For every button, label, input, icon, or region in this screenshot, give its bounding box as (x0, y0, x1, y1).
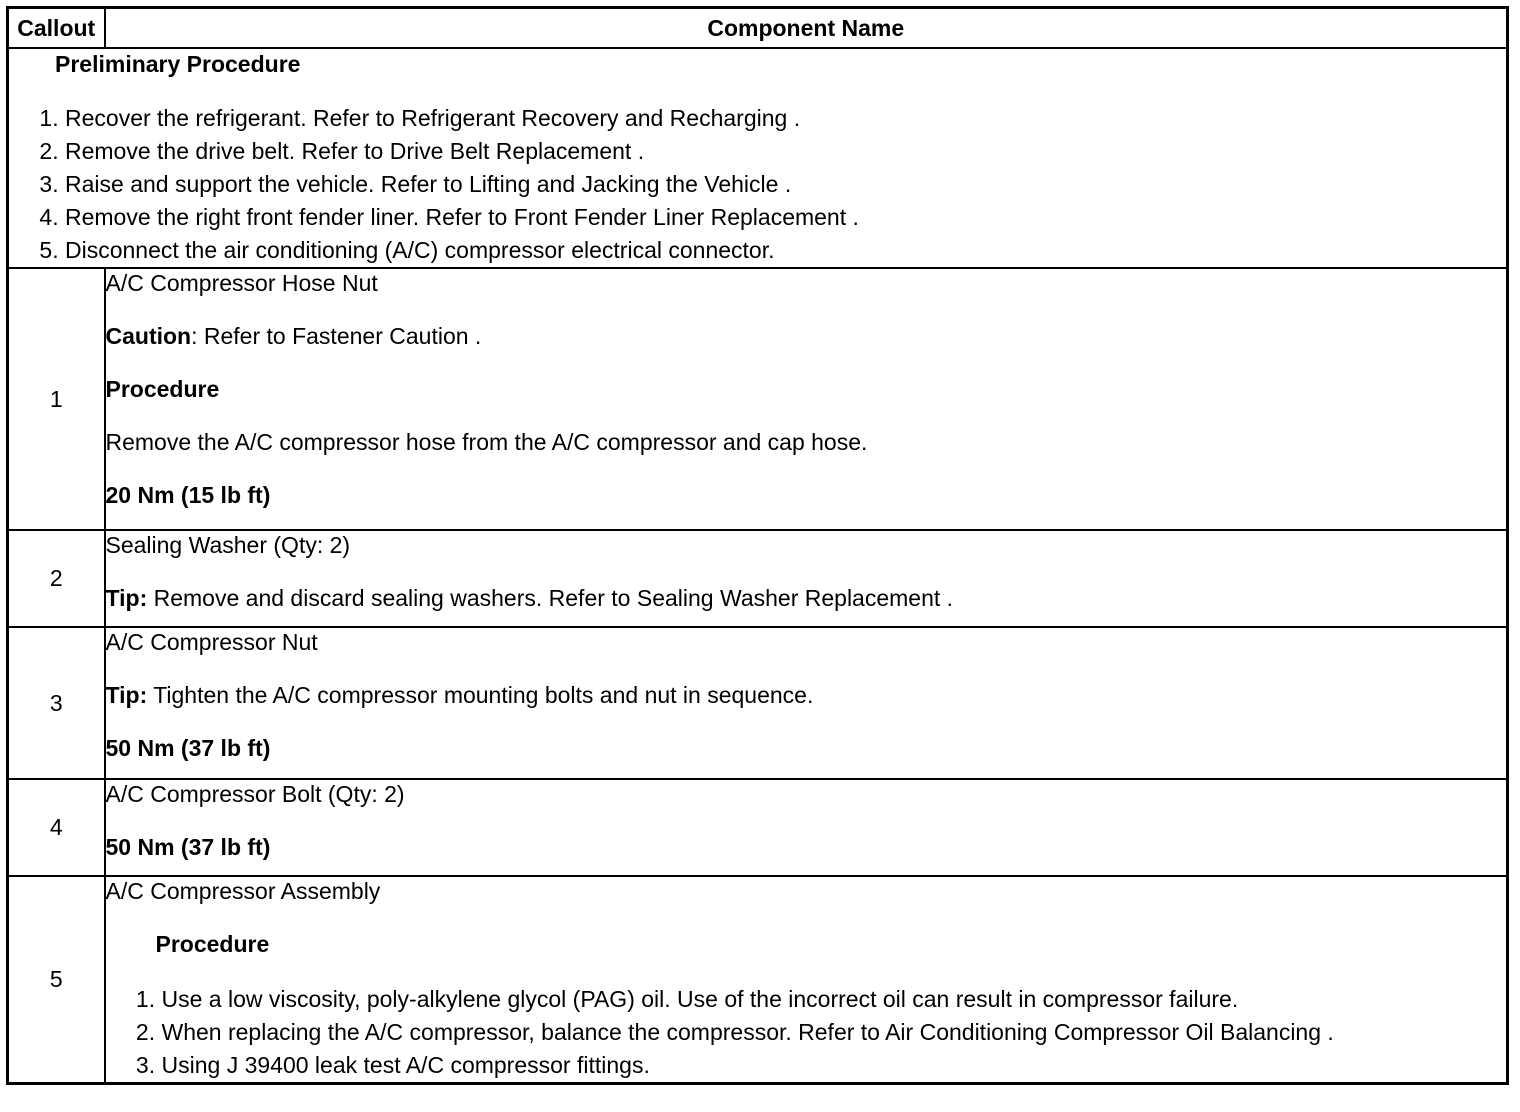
tip-label: Tip: (105, 682, 148, 708)
component-name: A/C Compressor Hose Nut (105, 270, 378, 296)
component-table (6, 6, 1509, 1085)
preliminary-row (8, 48, 1508, 268)
preliminary-step: 4. Remove the right front fender liner. Refer to Front Fender Liner Replacement . (65, 201, 1506, 234)
torque-spec: 50 Nm (37 lb ft) (105, 735, 271, 761)
component-name: A/C Compressor Assembly (105, 878, 381, 904)
caution-label: Caution (105, 323, 192, 349)
component-cell (105, 530, 1508, 627)
caution-text: : Refer to Fastener Caution . (191, 323, 482, 349)
procedure-label: Procedure (155, 931, 270, 957)
component-name: A/C Compressor Nut (105, 629, 318, 655)
callout-number: 1 (8, 268, 105, 530)
component-name: Sealing Washer (Qty: 2) (105, 532, 351, 558)
procedure-text: Remove the A/C compressor hose from the A/C compressor and cap hose. (105, 429, 868, 455)
tip-label: Tip: (105, 585, 148, 611)
callout-number: 4 (8, 779, 105, 876)
tip-text: Remove and discard sealing washers. Refer to Sealing Washer Replacement . (147, 585, 954, 611)
component-cell (105, 627, 1508, 779)
preliminary-step: 3. Raise and support the vehicle. Refer to Lifting and Jacking the Vehicle . (65, 168, 1506, 201)
header-component-name: Component Name (105, 8, 1508, 49)
component-name: A/C Compressor Bolt (Qty: 2) (105, 781, 405, 807)
tip-note (106, 681, 1507, 710)
table-row (8, 530, 1508, 627)
caution-note (106, 322, 1507, 351)
preliminary-step: 1. Recover the refrigerant. Refer to Refrigerant Recovery and Recharging . (65, 102, 1506, 135)
header-row (8, 8, 1508, 49)
callout-number: 3 (8, 627, 105, 779)
torque-spec: 20 Nm (15 lb ft) (105, 482, 271, 508)
procedure-steps (106, 983, 1507, 1082)
header-callout: Callout (8, 8, 105, 49)
tip-text: Tighten the A/C compressor mounting bolts and nut in sequence. (147, 682, 814, 708)
table-row (8, 876, 1508, 1084)
callout-number: 5 (8, 876, 105, 1084)
procedure-step: 3. Using J 39400 leak test A/C compressor fittings. (162, 1049, 1507, 1082)
component-cell (105, 876, 1508, 1084)
procedure-label: Procedure (105, 376, 220, 402)
preliminary-step: 2. Remove the drive belt. Refer to Drive Belt Replacement . (65, 135, 1506, 168)
table-row (8, 268, 1508, 530)
procedure-step: 2. When replacing the A/C compressor, balance the compressor. Refer to Air Conditioning Compressor Oil Balancing . (162, 1016, 1507, 1049)
torque-spec: 50 Nm (37 lb ft) (105, 834, 271, 860)
tip-note (106, 584, 1507, 613)
component-cell (105, 268, 1508, 530)
callout-number: 2 (8, 530, 105, 627)
procedure-step: 1. Use a low viscosity, poly-alkylene glycol (PAG) oil. Use of the incorrect oil can result in compressor failure. (162, 983, 1507, 1016)
table-row (8, 779, 1508, 876)
preliminary-title: Preliminary Procedure (55, 51, 301, 77)
preliminary-cell (8, 48, 1508, 268)
table-row (8, 627, 1508, 779)
preliminary-step: 5. Disconnect the air conditioning (A/C) compressor electrical connector. (65, 234, 1506, 267)
preliminary-steps (9, 102, 1506, 267)
component-cell (105, 779, 1508, 876)
